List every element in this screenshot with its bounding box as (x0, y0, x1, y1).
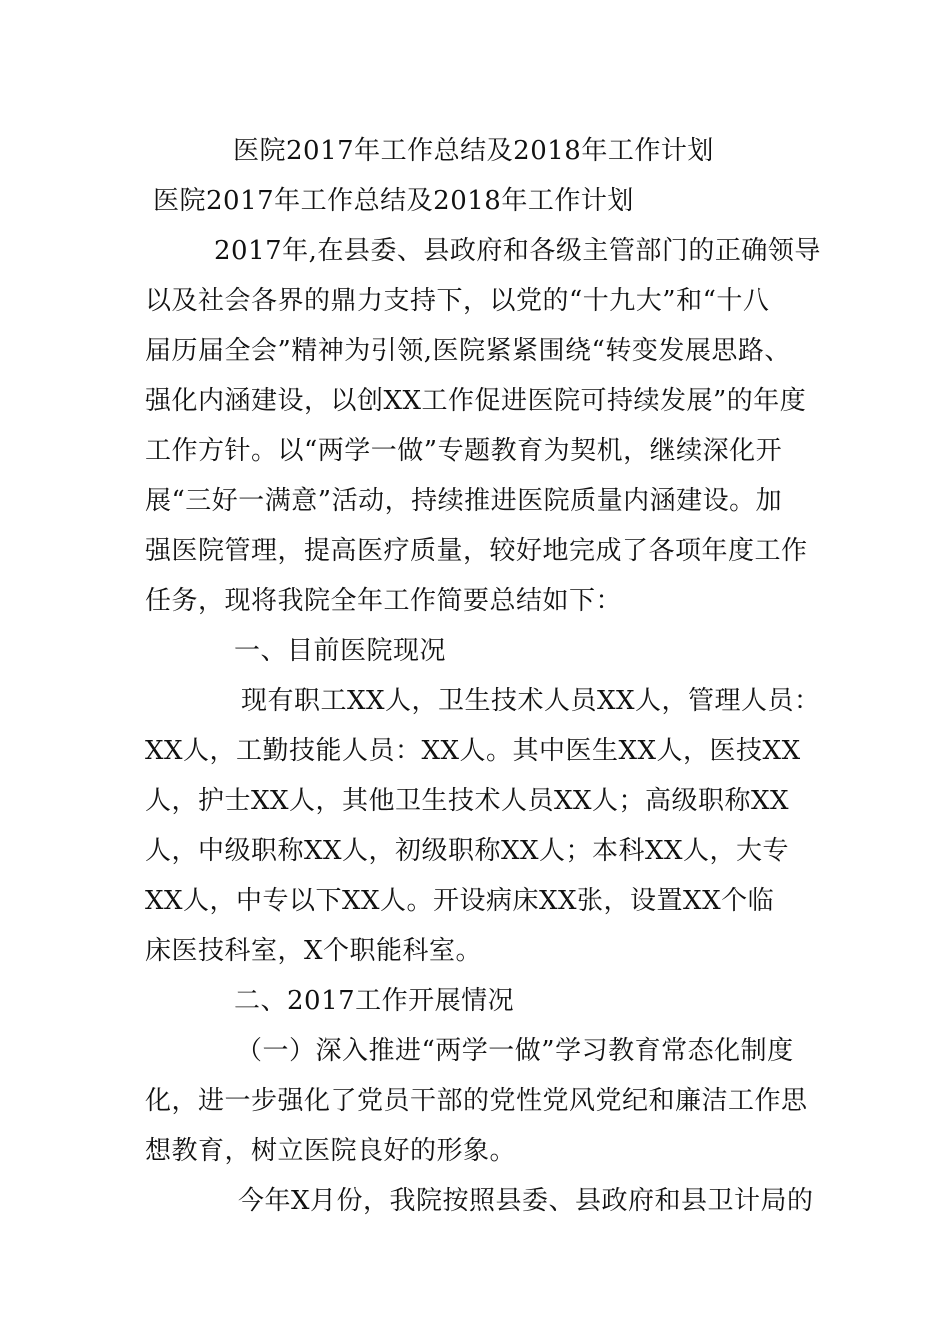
paragraph-line: 2017年,在县委、县政府和各级主管部门的正确领导 (214, 236, 821, 266)
paragraph-line: 展“三好一满意”活动，持续推进医院质量内涵建设。加 (145, 486, 783, 516)
section-heading-2: 二、2017工作开展情况 (234, 986, 515, 1016)
title-line-1: 医院2017年工作总结及2018年工作计划 (233, 136, 714, 166)
paragraph-line: 床医技科室，X个职能科室。 (145, 936, 483, 966)
paragraph-line: （一）深入推进“两学一做”学习教育常态化制度 (236, 1036, 794, 1066)
paragraph-line: 人，中级职称XX人，初级职称XX人；本科XX人，大专 (145, 836, 790, 866)
paragraph-line: 想教育，树立医院良好的形象。 (145, 1136, 517, 1166)
paragraph-line: XX人，中专以下XX人。开设病床XX张，设置XX个临 (145, 886, 775, 916)
section-heading-1: 一、目前医院现况 (234, 636, 447, 666)
paragraph-line: XX人，工勤技能人员：XX人。其中医生XX人，医技XX (145, 736, 801, 766)
paragraph-line: 化，进一步强化了党员干部的党性党风党纪和廉洁工作思 (145, 1086, 808, 1116)
paragraph-line: 今年X月份，我院按照县委、县政府和县卫计局的 (238, 1186, 814, 1216)
title-line-2: 医院2017年工作总结及2018年工作计划 (153, 186, 634, 216)
paragraph-line: 强化内涵建设，以创XX工作促进医院可持续发展”的年度 (145, 386, 807, 416)
paragraph-line: 届历届全会”精神为引领,医院紧紧围绕“转变发展思路、 (145, 336, 791, 366)
paragraph-line: 任务，现将我院全年工作简要总结如下： (145, 586, 623, 616)
paragraph-line: 以及社会各界的鼎力支持下，以党的“十九大”和“十八 (145, 286, 770, 316)
paragraph-line: 强医院管理，提高医疗质量，较好地完成了各项年度工作 (145, 536, 808, 566)
paragraph-line: 人，护士XX人，其他卫生技术人员XX人；高级职称XX (145, 786, 790, 816)
paragraph-line: 工作方针。以“两学一做”专题教育为契机，继续深化开 (145, 436, 783, 466)
paragraph-line: 现有职工XX人，卫生技术人员XX人，管理人员： (241, 686, 821, 716)
